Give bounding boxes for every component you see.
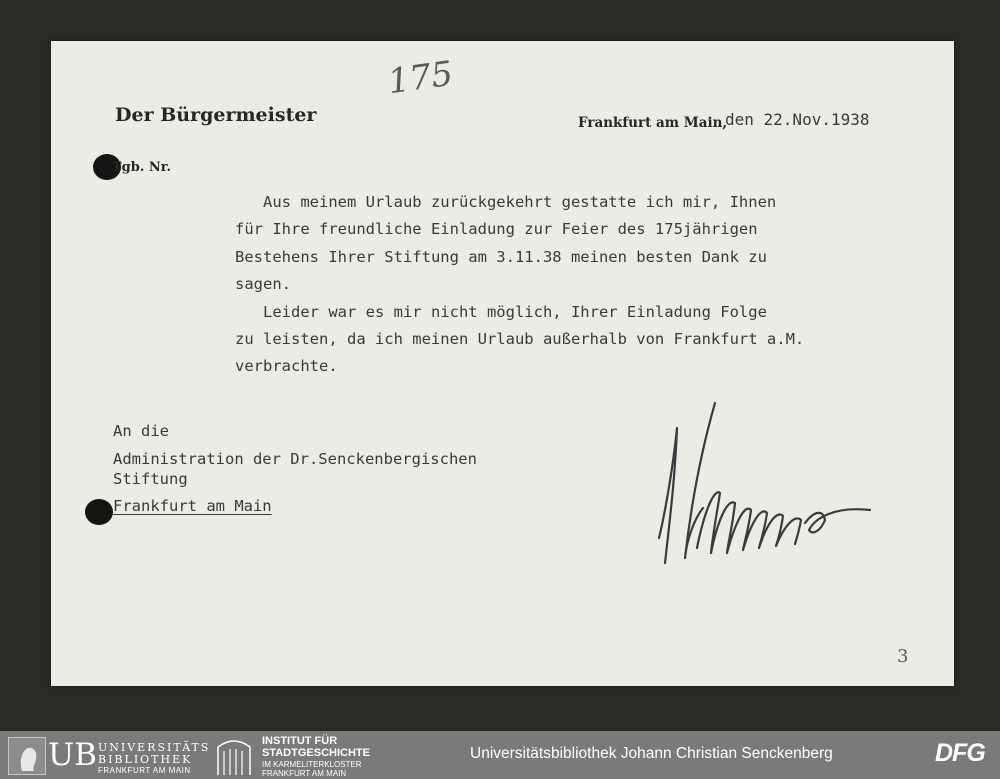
body-line: für Ihre freundliche Einladung zur Feier des 175jährigen bbox=[235, 220, 758, 238]
reference-label: Tgb. Nr. bbox=[112, 160, 171, 175]
body-line: Aus meinem Urlaub zurückgekehrt gestatte ich mir, Ihnen bbox=[235, 193, 777, 211]
archive-number: 175 bbox=[385, 53, 456, 103]
page-number: 3 bbox=[897, 646, 909, 667]
address-line: Stiftung bbox=[113, 470, 188, 488]
punch-hole-bottom bbox=[85, 499, 113, 525]
date: den 22.Nov.1938 bbox=[725, 110, 870, 129]
footer-bar bbox=[0, 731, 1000, 779]
isg-line2: STADTGESCHICHTE bbox=[262, 747, 370, 759]
body-line: verbrachte. bbox=[235, 357, 338, 375]
isg-building-icon bbox=[214, 737, 254, 775]
isg-line4: FRANKFURT AM MAIN bbox=[262, 769, 347, 778]
address-line: An die bbox=[113, 422, 169, 440]
letter-page bbox=[51, 41, 954, 686]
ub-line1: UNIVERSITÄTS bbox=[98, 741, 211, 754]
place: Frankfurt am Main, bbox=[578, 115, 728, 131]
ub-line2: BIBLIOTHEK bbox=[98, 753, 193, 766]
body-line: Bestehens Ihrer Stiftung am 3.11.38 meinen besten Dank zu bbox=[235, 248, 767, 266]
body-line: sagen. bbox=[235, 275, 291, 293]
sender-heading: Der Bürgermeister bbox=[115, 104, 317, 126]
address-city: Frankfurt am Main bbox=[113, 497, 272, 515]
footer-institution: Universitätsbibliothek Johann Christian Senckenberg bbox=[470, 745, 833, 762]
goethe-portrait-icon bbox=[8, 737, 46, 775]
body-line: zu leisten, da ich meinen Urlaub außerhalb von Frankfurt a.M. bbox=[235, 330, 805, 348]
body-line: Leider war es mir nicht möglich, Ihrer Einladung Folge bbox=[235, 303, 767, 321]
dfg-logo: DFG bbox=[935, 739, 985, 767]
isg-line3: IM KARMELITERKLOSTER bbox=[262, 760, 362, 769]
signature bbox=[645, 398, 880, 573]
isg-line1: INSTITUT FÜR bbox=[262, 735, 338, 747]
ub-line3: FRANKFURT AM MAIN bbox=[98, 766, 191, 775]
address-line: Administration der Dr.Senckenbergischen bbox=[113, 450, 477, 468]
ub-logo: UB bbox=[48, 737, 97, 773]
